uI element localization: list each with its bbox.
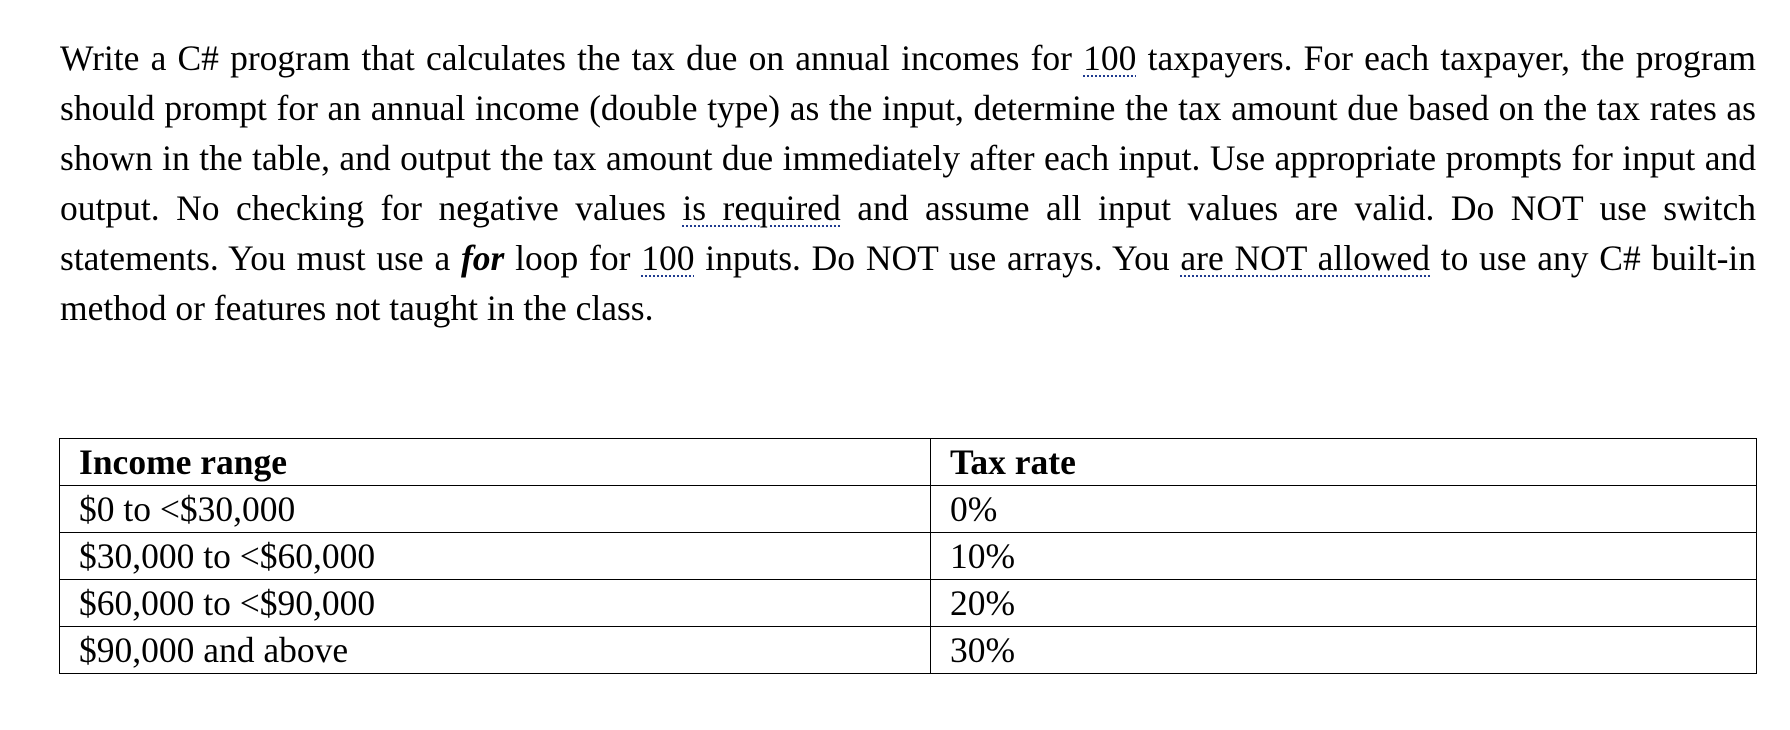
paragraph-text: and assume all input values are valid. Do NOT use switch statements. You must use a <box>60 188 1756 278</box>
income-range-cell: $30,000 to <$60,000 <box>60 533 931 580</box>
header-tax-rate: Tax rate <box>931 439 1757 486</box>
income-range-cell: $60,000 to <$90,000 <box>60 580 931 627</box>
tax-rate-cell: 30% <box>931 627 1757 674</box>
dotted-underline-not-allowed: are NOT allowed <box>1180 238 1430 278</box>
emphasis-for: for <box>460 238 505 278</box>
table-row <box>60 580 1757 627</box>
table-header-row <box>60 439 1757 486</box>
tax-rate-cell: 10% <box>931 533 1757 580</box>
tax-rate-cell: 20% <box>931 580 1757 627</box>
header-income-range: Income range <box>60 439 931 486</box>
dotted-underline-is-required: is required <box>682 188 841 228</box>
dotted-underline-100: 100 <box>1083 38 1137 78</box>
table-row <box>60 486 1757 533</box>
paragraph-text: Write a C# program that calculates the tax due on annual incomes for <box>60 38 1084 78</box>
income-range-cell: $90,000 and above <box>60 627 931 674</box>
tax-rate-table <box>59 438 1757 674</box>
paragraph-text: to use any C# built-in method or features not taught in the class. <box>60 238 1757 328</box>
paragraph-text: loop for <box>504 238 642 278</box>
paragraph-text: taxpayers. For each taxpayer, the program should prompt for an annual income (double type) as the input, determine the tax amount due based on the tax rates as shown in the table, and output the tax amount due immediately after each input. Use appropriate prompts for input and output. No checking for negative values <box>60 38 1756 228</box>
paragraph-text: inputs. Do NOT use arrays. You <box>694 238 1181 278</box>
instructions-paragraph <box>60 33 1756 333</box>
table-row <box>60 627 1757 674</box>
dotted-underline-100-inputs: 100 <box>641 238 695 278</box>
tax-rate-cell: 0% <box>931 486 1757 533</box>
table-row <box>60 533 1757 580</box>
income-range-cell: $0 to <$30,000 <box>60 486 931 533</box>
